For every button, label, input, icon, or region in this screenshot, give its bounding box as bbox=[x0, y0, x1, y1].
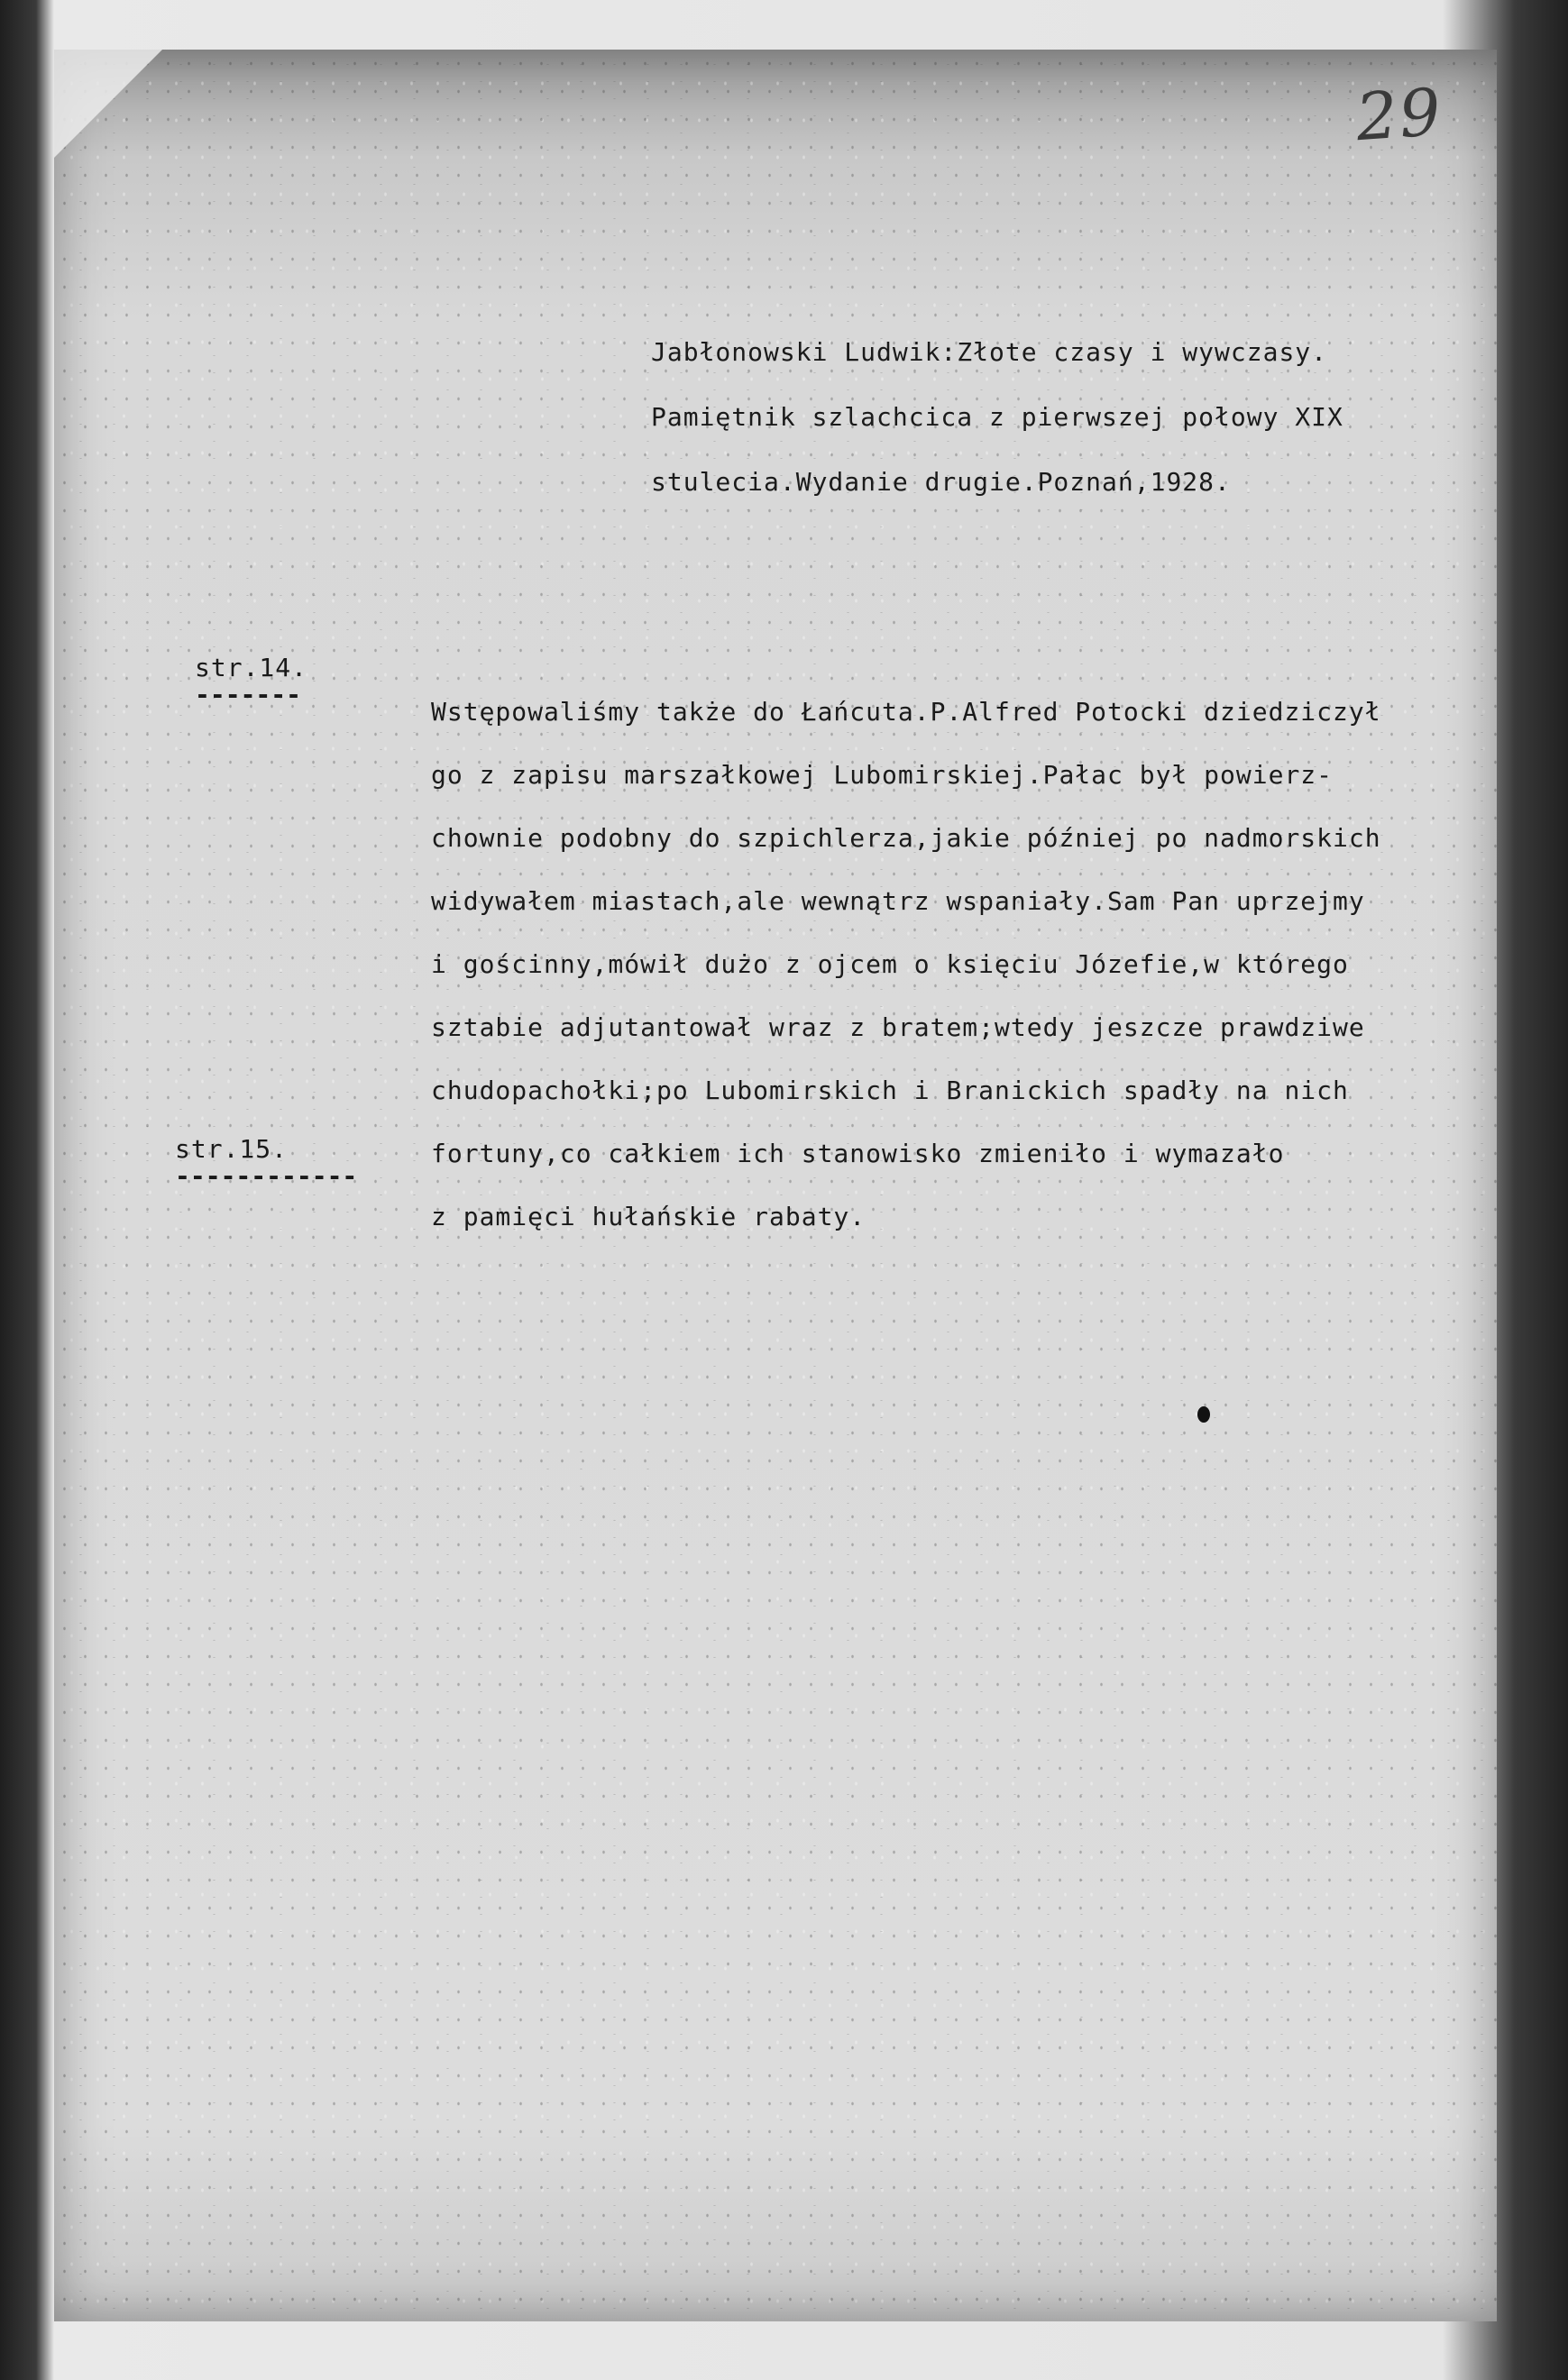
page-reference-underline: ------------ bbox=[175, 1161, 358, 1191]
citation-line: Jabłonowski Ludwik:Złote czasy i wywczasy. bbox=[651, 337, 1328, 367]
page-reference-14 bbox=[195, 650, 308, 709]
citation-line: Pamiętnik szlachcica z pierwszej połowy XIX bbox=[651, 402, 1343, 432]
quote-line: sztabie adjutantował wraz z bratem;wtedy jeszcze prawdziwe bbox=[431, 1012, 1365, 1042]
archive-page-number: 29 bbox=[1353, 73, 1445, 156]
quote-line: chudopachołki;po Lubomirskich i Branickich spadły na nich bbox=[431, 1076, 1349, 1105]
page-reference-15 bbox=[175, 1131, 358, 1191]
ink-speck bbox=[1197, 1406, 1210, 1423]
page-reference-label: str.15. bbox=[175, 1134, 289, 1164]
page-reference-label: str.14. bbox=[195, 653, 308, 682]
quoted-passage bbox=[431, 681, 1495, 1249]
page-reference-underline: ------- bbox=[195, 680, 302, 709]
quote-line: i gościnny,mówił dużo z ojcem o księciu Józefie,w którego bbox=[431, 949, 1349, 979]
quote-line: z pamięci hułańskie rabaty. bbox=[431, 1202, 867, 1231]
quote-line: go z zapisu marszałkowej Lubomirskiej.Pałac był powierz- bbox=[431, 760, 1334, 790]
quote-line: Wstępowaliśmy także do Łańcuta.P.Alfred Potocki dziedziczył bbox=[431, 697, 1381, 727]
typewritten-page bbox=[54, 50, 1497, 2321]
citation-line: stulecia.Wydanie drugie.Poznań,1928. bbox=[651, 467, 1231, 497]
folded-corner bbox=[54, 50, 162, 158]
quote-line: chownie podobny do szpichlerza,jakie później po nadmorskich bbox=[431, 823, 1381, 853]
bibliographic-citation bbox=[651, 320, 1463, 515]
quote-line: fortuny,co całkiem ich stanowisko zmieniło i wymazało bbox=[431, 1139, 1285, 1168]
quote-line: widywałem miastach,ale wewnątrz wspaniały.Sam Pan uprzejmy bbox=[431, 886, 1365, 916]
